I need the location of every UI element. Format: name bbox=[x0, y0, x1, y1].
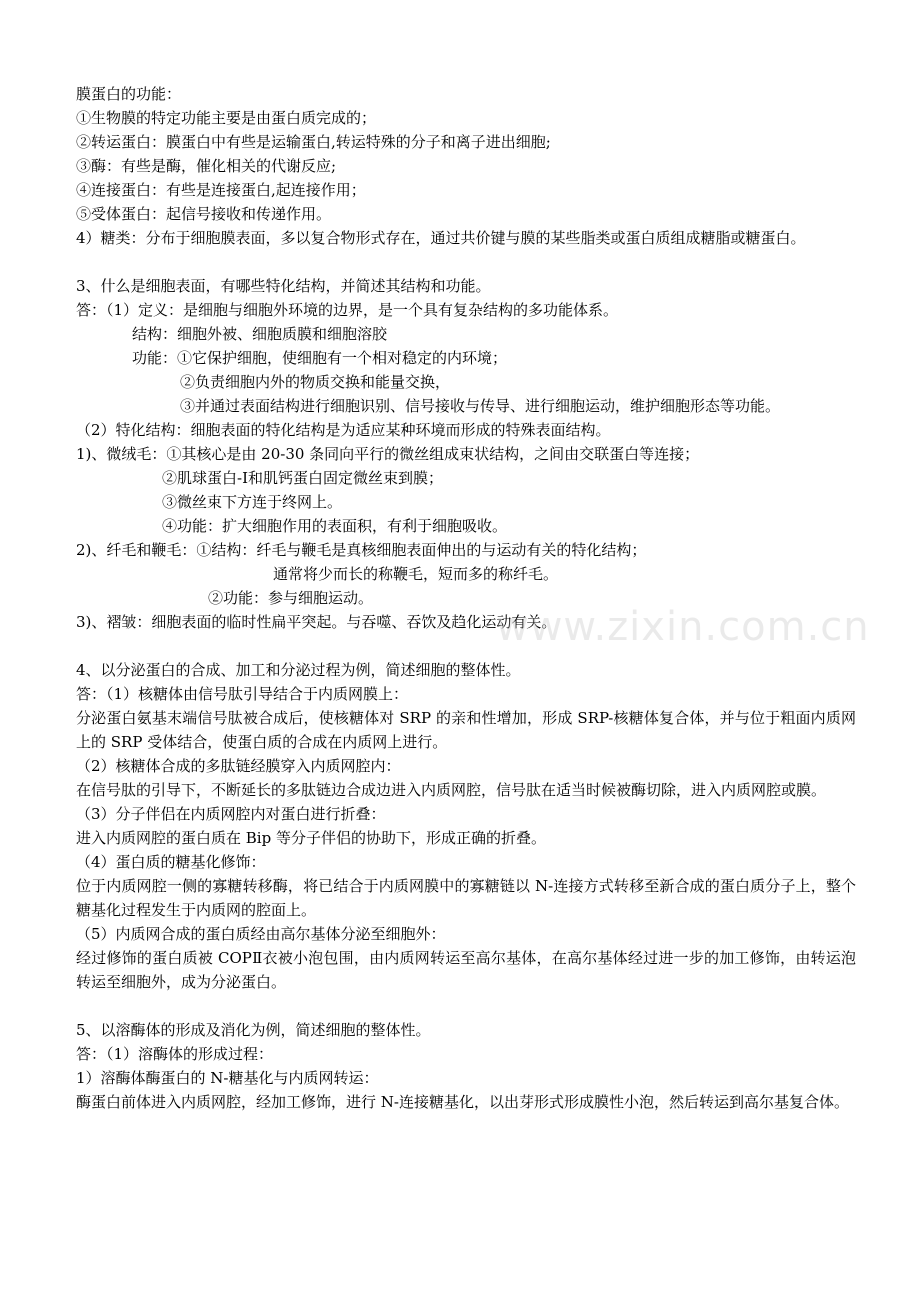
text-line: ①生物膜的特定功能主要是由蛋白质完成的； bbox=[76, 109, 377, 127]
text-line: （2）特化结构：细胞表面的特化结构是为适应某种环境而形成的特殊表面结构。 bbox=[76, 421, 611, 439]
text-line: ②功能：参与细胞运动。 bbox=[208, 589, 374, 607]
text-line: 答：（1）溶酶体的形成过程： bbox=[76, 1045, 274, 1063]
watermark: www.zixin.com.cn bbox=[496, 604, 870, 650]
question-heading: 5、以溶酶体的形成及消化为例，简述细胞的整体性。 bbox=[76, 1021, 431, 1039]
blank-line bbox=[76, 634, 856, 658]
text-line: ③酶：有些是酶，催化相关的代谢反应; bbox=[76, 157, 337, 175]
text-line: ④连接蛋白：有些是连接蛋白,起连接作用； bbox=[76, 181, 366, 199]
text-line: 功能：①它保护细胞，使细胞有一个相对稳定的内环境； bbox=[132, 349, 508, 367]
text-line: ②肌球蛋白-Ⅰ和肌钙蛋白固定微丝束到膜； bbox=[162, 469, 443, 487]
text-line: ③微丝束下方连于终网上。 bbox=[162, 493, 343, 511]
text-line: ③并通过表面结构进行细胞识别、信号接收与传导、进行细胞运动，维护细胞形态等功能。 bbox=[180, 397, 781, 415]
text-paragraph: 在信号肽的引导下，不断延长的多肽链边合成边进入内质网腔，信号肽在适当时候被酶切除，进入内质网腔或膜。 bbox=[76, 781, 827, 799]
text-line: 通常将少而长的称鞭毛，短而多的称纤毛。 bbox=[273, 565, 559, 583]
text-line: 2)、纤毛和鞭毛：①结构：纤毛与鞭毛是真核细胞表面伸出的与运动有关的特化结构； bbox=[76, 541, 647, 559]
text-line: ②负责细胞内外的物质交换和能量交换， bbox=[180, 373, 451, 391]
text-line: （5）内质网合成的蛋白质经由高尔基体分泌至细胞外： bbox=[76, 925, 446, 943]
blank-line bbox=[76, 250, 856, 274]
text-line: 1)、微绒毛：①其核心是由 20-30 条同向平行的微丝组成束状结构，之间由交联蛋白等连接； bbox=[76, 445, 700, 463]
text-line: 答：（1）定义：是细胞与细胞外环境的边界，是一个具有复杂结构的多功能体系。 bbox=[76, 301, 619, 319]
blank-line bbox=[76, 994, 856, 1018]
text-paragraph: 酶蛋白前体进入内质网腔，经加工修饰，进行 N-连接糖基化，以出芽形式形成膜性小泡，然后转运到高尔基复合体。 bbox=[76, 1093, 849, 1111]
question-heading: 4、以分泌蛋白的合成、加工和分泌过程为例，简述细胞的整体性。 bbox=[76, 661, 521, 679]
text-line: （3）分子伴侣在内质网腔内对蛋白进行折叠： bbox=[76, 805, 386, 823]
text-line: ⑤受体蛋白：起信号接收和传递作用。 bbox=[76, 205, 332, 223]
text-paragraph: 分泌蛋白氨基末端信号肽被合成后，使核糖体对 SRP 的亲和性增加，形成 SRP-核糖体复合体，并与位于粗面内质网上的 SRP 受体结合，使蛋白质的合成在内质网上进行。 bbox=[76, 709, 856, 751]
text-line: 膜蛋白的功能： bbox=[76, 85, 182, 103]
question-heading: 3、什么是细胞表面，有哪些特化结构，并简述其结构和功能。 bbox=[76, 277, 491, 295]
text-line: （2）核糖体合成的多肽链经膜穿入内质网腔内： bbox=[76, 757, 401, 775]
text-line: 3)、褶皱：细胞表面的临时性扁平突起。与吞噬、吞饮及趋化运动有关。 bbox=[76, 613, 557, 631]
text-line: 进入内质网腔的蛋白质在 Bip 等分子伴侣的协助下，形成正确的折叠。 bbox=[76, 829, 546, 847]
text-line: （4）蛋白质的糖基化修饰： bbox=[76, 853, 266, 871]
text-line: 答：（1）核糖体由信号肽引导结合于内质网膜上： bbox=[76, 685, 409, 703]
text-line: 结构：细胞外被、细胞质膜和细胞溶胶 bbox=[132, 325, 388, 343]
text-paragraph: 4）糖类：分布于细胞膜表面，多以复合物形式存在，通过共价键与膜的某些脂类或蛋白质组成糖脂或糖蛋白。 bbox=[76, 229, 806, 247]
text-paragraph: 位于内质网腔一侧的寡糖转移酶，将已结合于内质网膜中的寡糖链以 N-连接方式转移至新合成的蛋白质分子上，整个糖基化过程发生于内质网的腔面上。 bbox=[76, 877, 856, 919]
text-line: ④功能：扩大细胞作用的表面积，有利于细胞吸收。 bbox=[162, 517, 508, 535]
text-line: 1）溶酶体酶蛋白的 N-糖基化与内质网转运： bbox=[76, 1069, 379, 1087]
text-line: ②转运蛋白：膜蛋白中有些是运输蛋白,转运特殊的分子和离子进出细胞; bbox=[76, 133, 551, 151]
text-paragraph: 经过修饰的蛋白质被 COPⅡ衣被小泡包围，由内质网转运至高尔基体，在高尔基体经过进一步的加工修饰，由转运泡转运至细胞外，成为分泌蛋白。 bbox=[76, 949, 856, 991]
document-body bbox=[76, 82, 856, 1114]
